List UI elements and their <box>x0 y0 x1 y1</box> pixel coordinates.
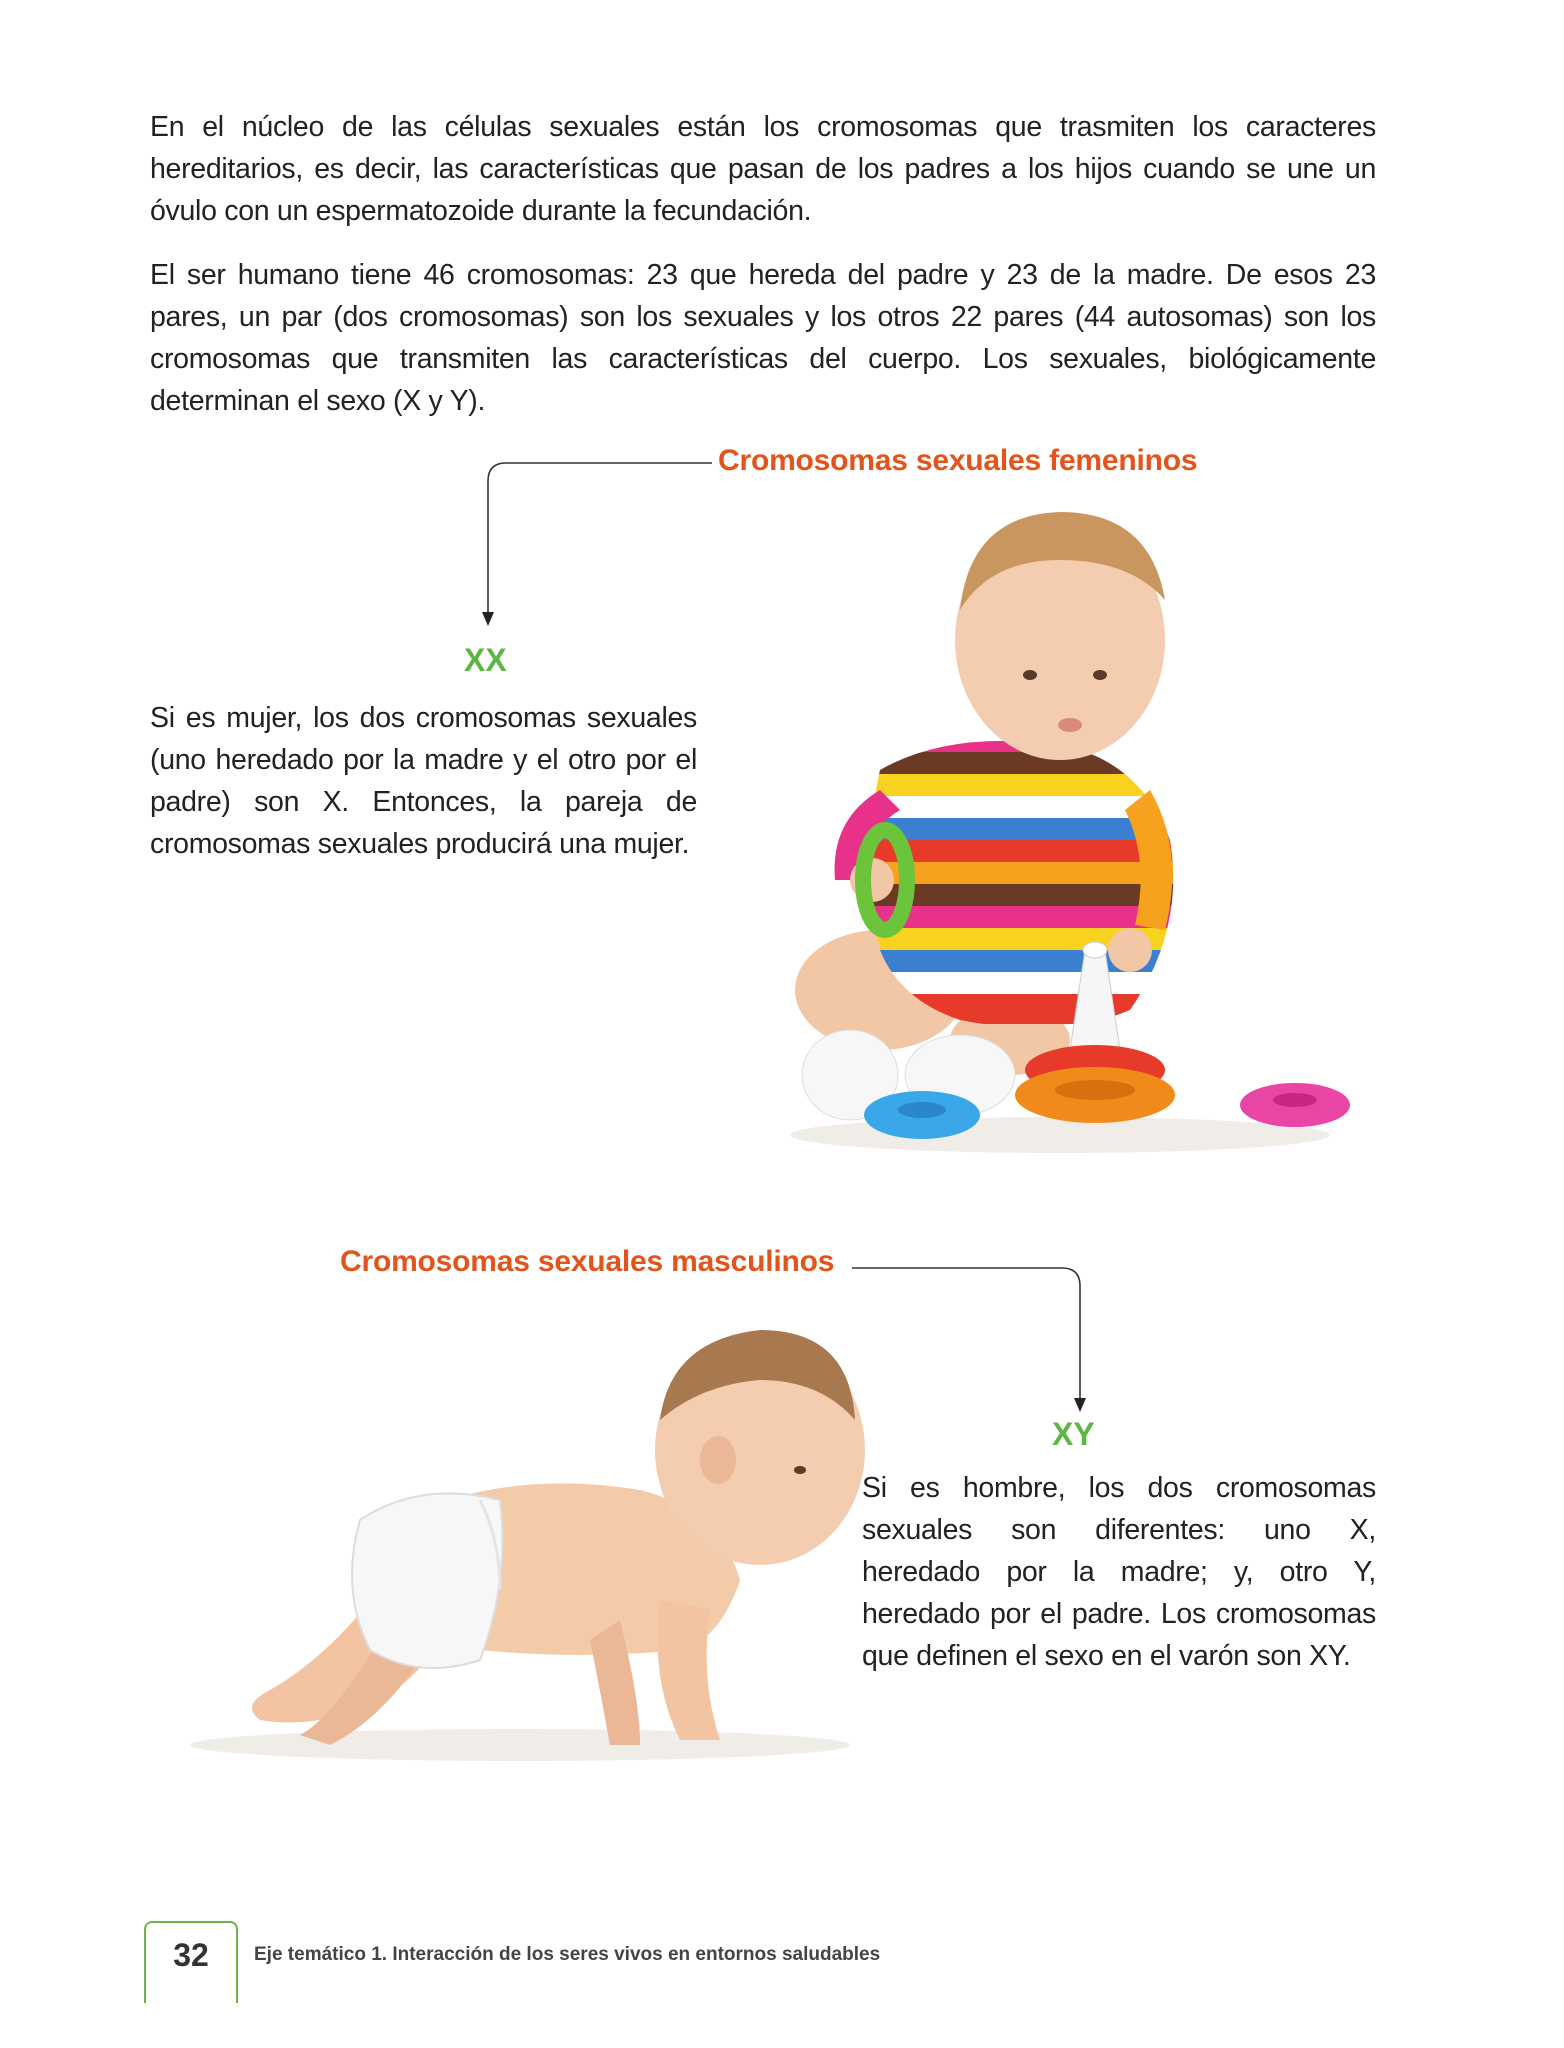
page-number: 32 <box>173 1937 209 1973</box>
female-description: Si es mujer, los dos cromosomas sexuales (uno heredado por la madre y el otro por el padre) son X. Entonces, la pareja de cromosomas sexuales producirá una mujer. <box>150 702 697 860</box>
male-chromosomes-heading: Cromosomas sexuales masculinos <box>340 1245 835 1278</box>
intro-paragraph-2: El ser humano tiene 46 cromosomas: 23 que hereda del padre y 23 de la madre. De esos 23 pares, un par (dos cromosomas) son los sexuales y los otros 22 pares (44 autosomas) son los cromosomas que transmiten las características del cuerpo. Los sexuales, biológicamente determinan el sexo (X y Y). <box>150 259 1376 417</box>
male-description: Si es hombre, los dos cromosomas sexuales son diferentes: uno X, heredado por la madre; y, otro Y, heredado por el padre. Los cromosomas que definen el sexo en el varón son XY. <box>862 1472 1376 1672</box>
intro-paragraph-1: En el núcleo de las células sexuales están los cromosomas que trasmiten los caracteres hereditarios, es decir, las características que pasan de los padres a los hijos cuando se une un óvulo con un espermatozoide durante la fecundación. <box>150 111 1376 227</box>
xx-label: XX <box>464 642 507 678</box>
xy-label: XY <box>1052 1416 1095 1452</box>
page-number-box <box>144 1921 238 2003</box>
footer-text: Eje temático 1. Interacción de los seres vivos en entornos saludables <box>254 1944 881 1965</box>
female-chromosomes-heading: Cromosomas sexuales femeninos <box>718 444 1198 477</box>
